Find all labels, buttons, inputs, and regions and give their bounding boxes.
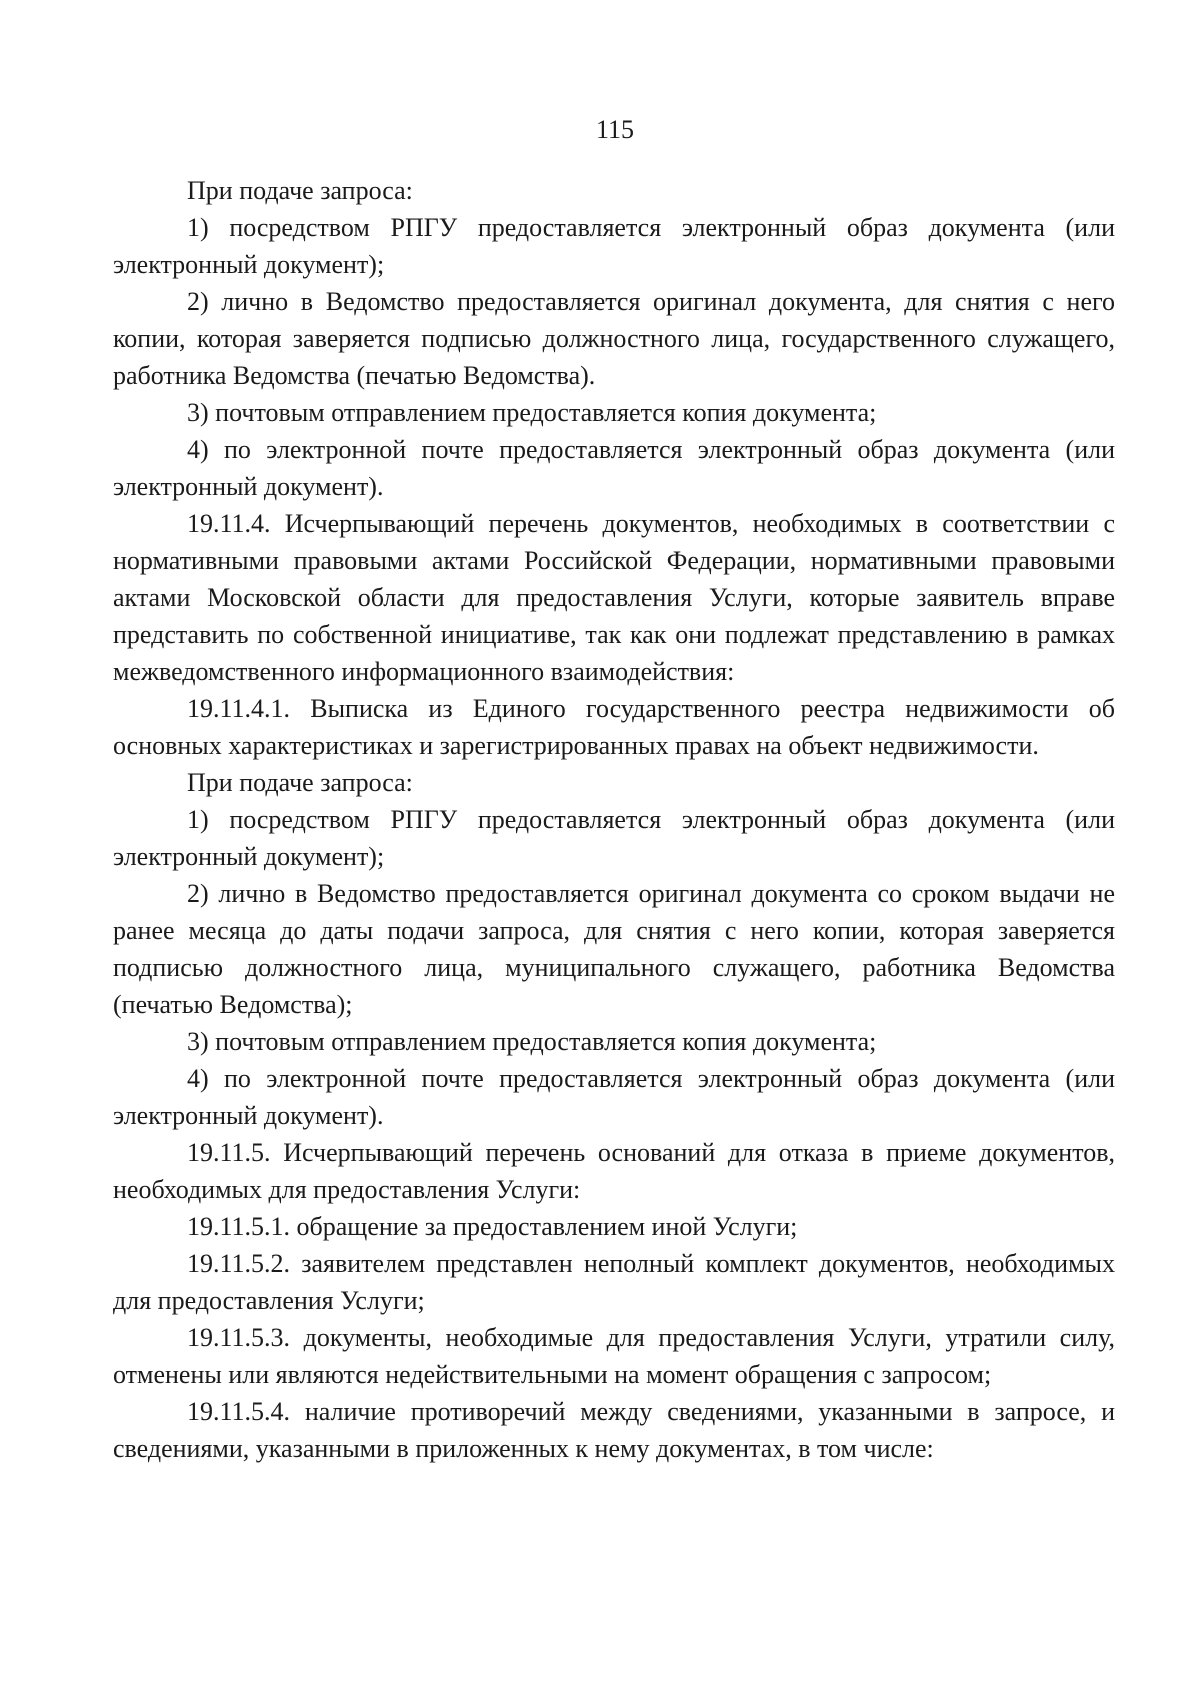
- paragraph: 19.11.5.4. наличие противоречий между сведениями, указанными в запросе, и сведениями, указанными в приложенных к нему документах, в том числе:: [113, 1397, 1115, 1463]
- paragraph: 19.11.5.2. заявителем представлен неполный комплект документов, необходимых для предоставления Услуги;: [113, 1249, 1115, 1315]
- paragraph: 19.11.4. Исчерпывающий перечень документов, необходимых в соответствии с нормативными правовыми актами Российской Федерации, нормативными правовыми актами Московской области для предоставления Услуги, которые заявитель вправе представить по собственной инициативе, так как они подлежат представлению в рамках межведомственного информационного взаимодействия:: [113, 509, 1115, 686]
- paragraph: 4) по электронной почте предоставляется электронный образ документа (или электронный документ).: [113, 435, 1115, 501]
- paragraph: При подаче запроса:: [187, 768, 413, 797]
- paragraph: 2) лично в Ведомство предоставляется оригинал документа, для снятия с него копии, которая заверяется подписью должностного лица, государственного служащего, работника Ведомства (печатью Ведомства).: [113, 287, 1115, 390]
- document-body: [113, 172, 1115, 1467]
- page-number: 115: [595, 115, 635, 144]
- paragraph: 1) посредством РПГУ предоставляется электронный образ документа (или электронный документ);: [113, 805, 1115, 871]
- paragraph: 19.11.4.1. Выписка из Единого государственного реестра недвижимости об основных характеристиках и зарегистрированных правах на объект недвижимости.: [113, 694, 1115, 760]
- paragraph: 1) посредством РПГУ предоставляется электронный образ документа (или электронный документ);: [113, 213, 1115, 279]
- paragraph: 4) по электронной почте предоставляется электронный образ документа (или электронный документ).: [113, 1064, 1115, 1130]
- paragraph: 2) лично в Ведомство предоставляется оригинал документа со сроком выдачи не ранее месяца до даты подачи запроса, для снятия с него копии, которая заверяется подписью должностного лица, муниципального служащего, работника Ведомства (печатью Ведомства);: [113, 879, 1115, 1019]
- paragraph: 3) почтовым отправлением предоставляется копия документа;: [187, 1027, 877, 1056]
- paragraph: 19.11.5.1. обращение за предоставлением иной Услуги;: [187, 1212, 798, 1241]
- paragraph: При подаче запроса:: [187, 176, 413, 205]
- paragraph: 19.11.5.3. документы, необходимые для предоставления Услуги, утратили силу, отменены или являются недействительными на момент обращения с запросом;: [113, 1323, 1115, 1389]
- paragraph: 3) почтовым отправлением предоставляется копия документа;: [187, 398, 877, 427]
- paragraph: 19.11.5. Исчерпывающий перечень оснований для отказа в приеме документов, необходимых для предоставления Услуги:: [113, 1138, 1115, 1204]
